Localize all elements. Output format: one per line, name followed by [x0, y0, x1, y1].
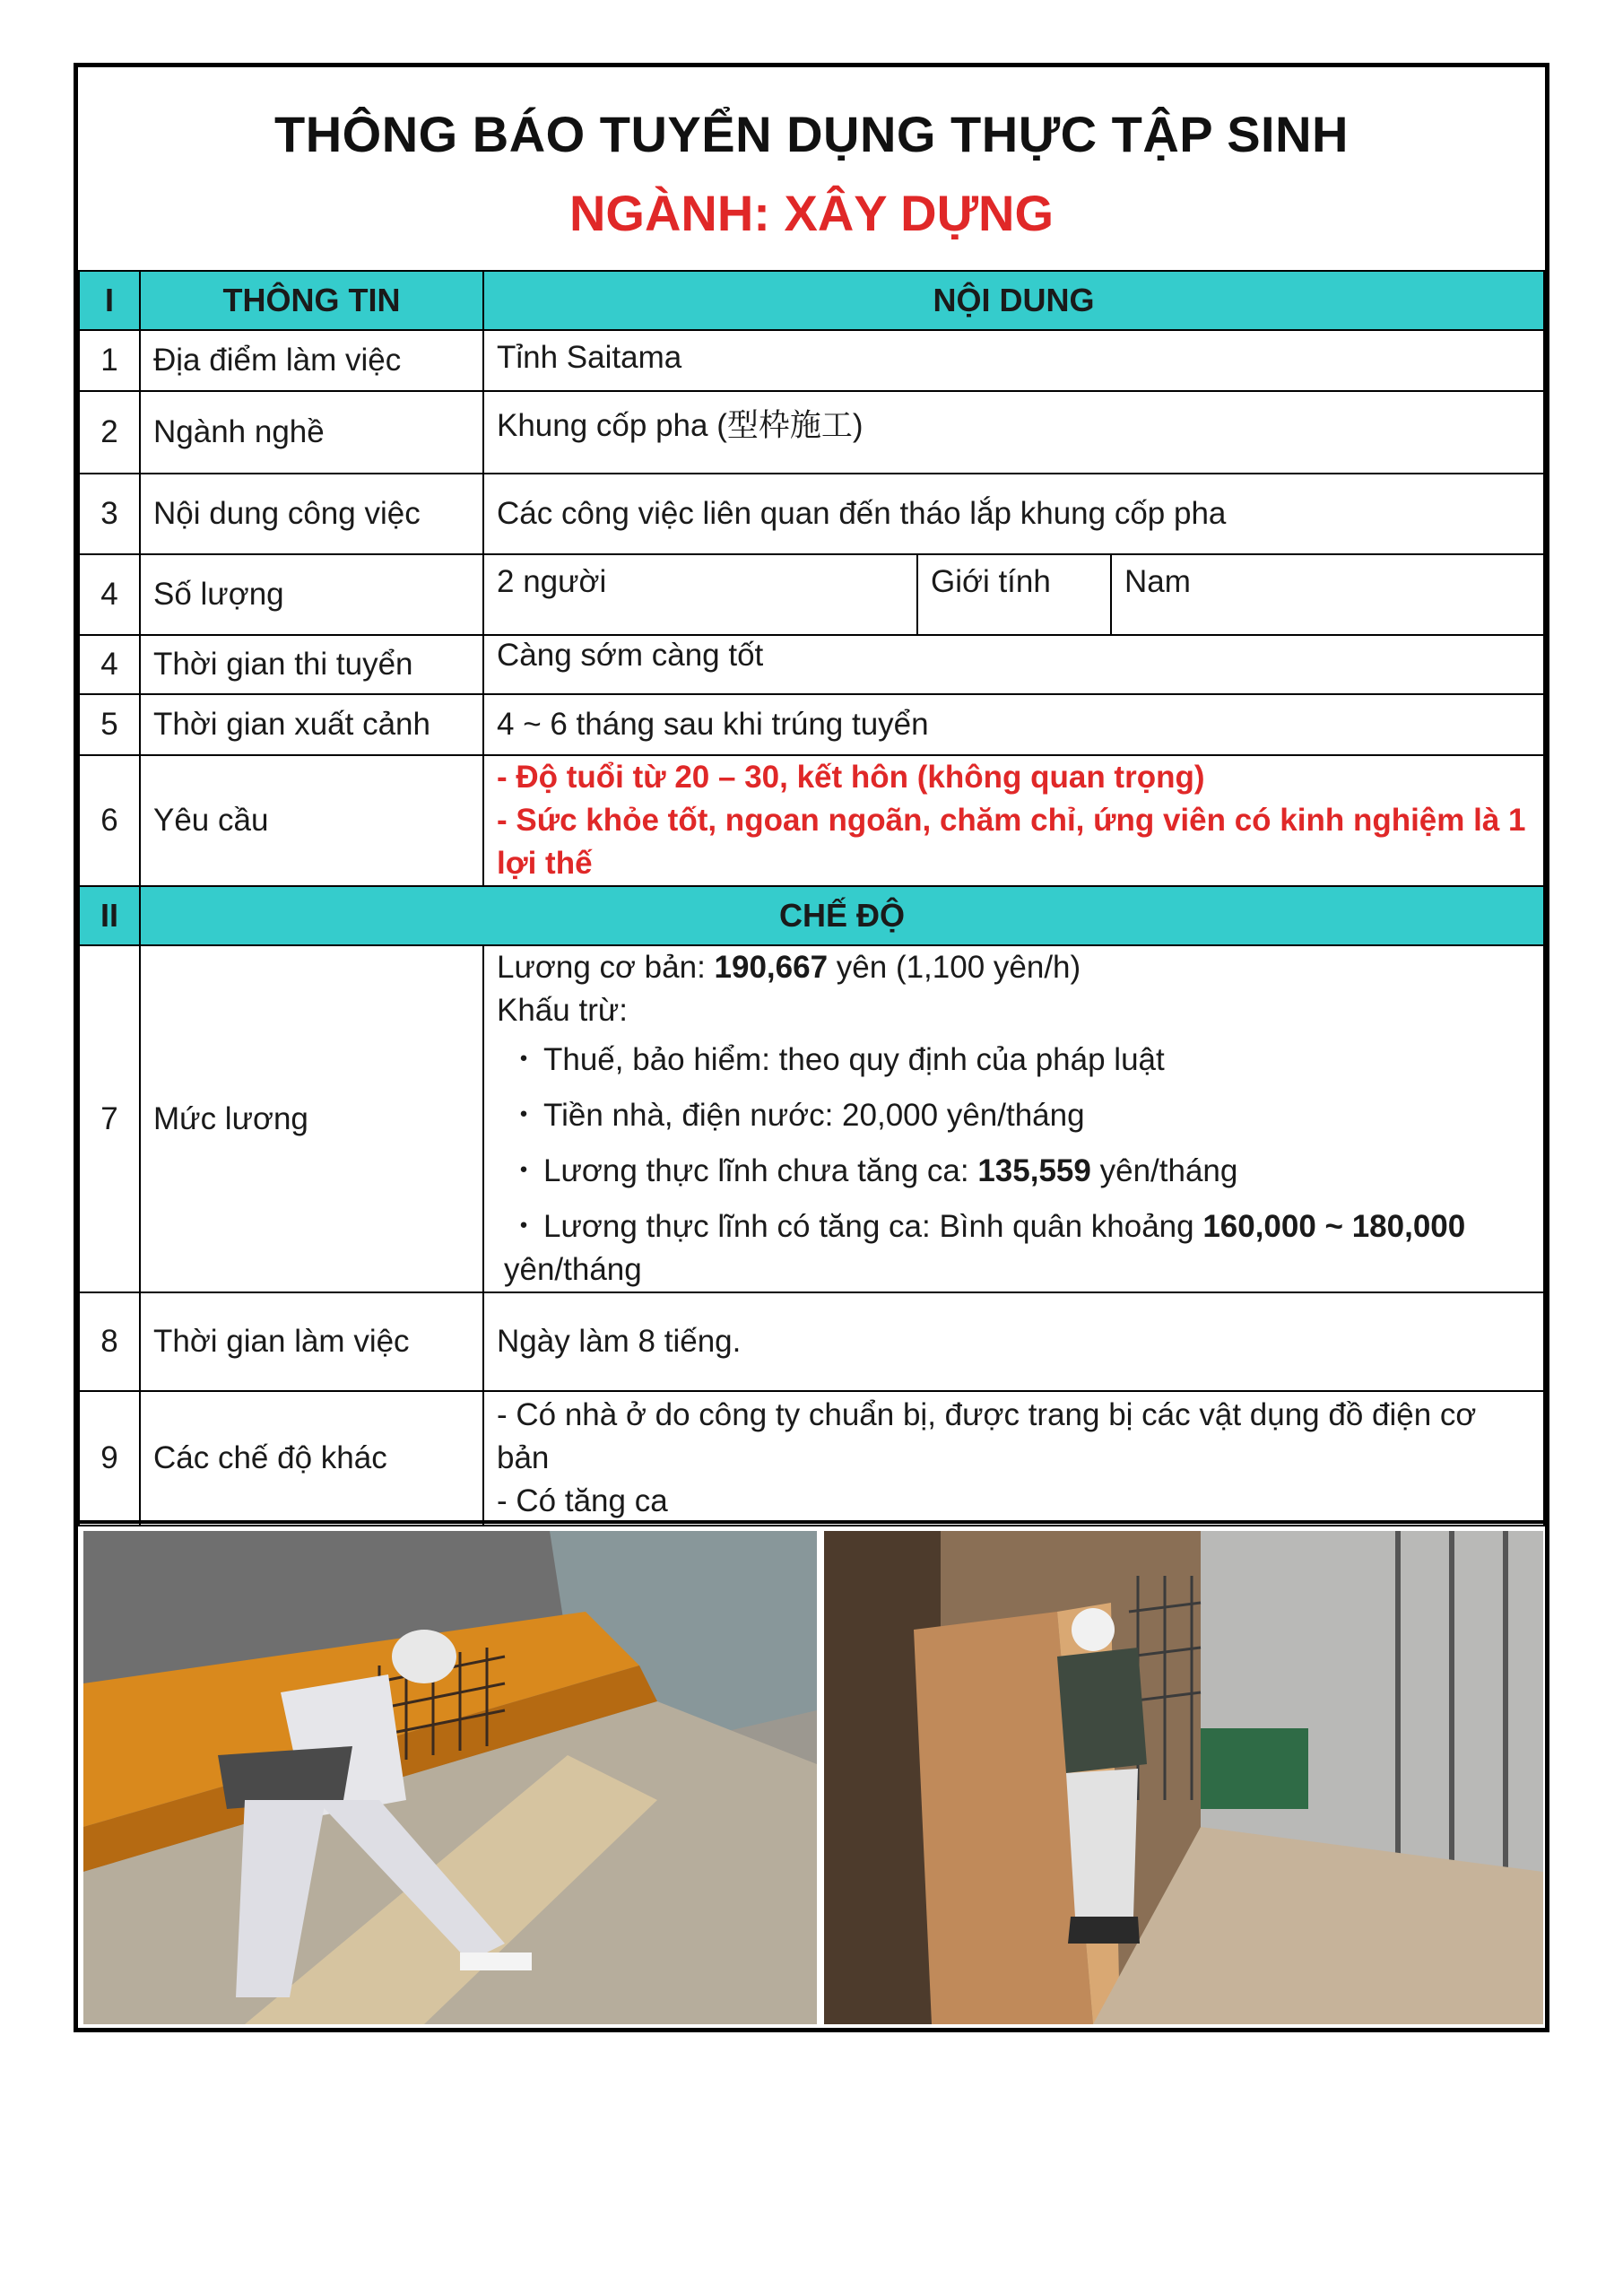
- benefit-line: - Có tăng ca: [497, 1483, 668, 1518]
- row-number: 2: [79, 391, 140, 474]
- row-number: 4: [79, 554, 140, 635]
- section-number: I: [79, 271, 140, 330]
- row-label: Địa điểm làm việc: [140, 330, 483, 391]
- row-label: Số lượng: [140, 554, 483, 635]
- table-row: [79, 755, 1544, 886]
- row-number: 3: [79, 474, 140, 554]
- deduction-item: ・ Lương thực lĩnh chưa tăng ca: 135,559 yên/tháng: [508, 1153, 1238, 1188]
- notice-subtitle: NGÀNH: XÂY DỰNG: [568, 185, 1055, 241]
- base-salary: Lương cơ bản: 190,667 yên (1,100 yên/h): [497, 950, 1081, 985]
- table-row: [79, 330, 1544, 391]
- job-notice-frame: [74, 63, 1549, 2032]
- row-number: 5: [79, 694, 140, 755]
- section-number: II: [79, 886, 140, 945]
- table-row: [79, 1391, 1544, 1526]
- notice-title: THÔNG BÁO TUYỂN DỤNG THỰC TẬP SINH: [273, 106, 1349, 162]
- row-label: Ngành nghề: [140, 391, 483, 474]
- column-header-content: NỘI DUNG: [483, 271, 1544, 330]
- deduction-item: ・ Thuế, bảo hiểm: theo quy định của pháp luật: [508, 1042, 1165, 1077]
- table-row: [79, 554, 1544, 635]
- row-value: 4 ~ 6 tháng sau khi trúng tuyển: [483, 694, 1544, 755]
- row-value: Tỉnh Saitama: [483, 330, 1544, 391]
- row-label: Các chế độ khác: [140, 1391, 483, 1526]
- requirement-line: - Sức khỏe tốt, ngoan ngoãn, chăm chỉ, ứng viên có kinh nghiệm là 1 lợi thế: [497, 803, 1526, 881]
- worker-rebar-photo: [83, 1531, 817, 2024]
- gender-value: Nam: [1111, 554, 1544, 635]
- table-row: [79, 1292, 1544, 1391]
- row-number: 1: [79, 330, 140, 391]
- benefit-line: - Có nhà ở do công ty chuẩn bị, được trang bị các vật dụng đồ điện cơ bản: [497, 1397, 1477, 1475]
- table-row: [79, 945, 1544, 1292]
- worker-formwork-photo: [824, 1531, 1543, 2024]
- row-label: Thời gian thi tuyển: [140, 635, 483, 694]
- table-row: [79, 694, 1544, 755]
- requirements-cell: [483, 755, 1544, 886]
- notice-header: [78, 67, 1545, 272]
- photo-strip: [78, 1520, 1545, 2031]
- section-header-info: [79, 271, 1544, 330]
- row-number: 9: [79, 1391, 140, 1526]
- row-label: Yêu cầu: [140, 755, 483, 886]
- row-number: 8: [79, 1292, 140, 1391]
- section-header-benefits: [79, 886, 1544, 945]
- requirement-line: - Độ tuổi từ 20 – 30, kết hôn (không quan trọng): [497, 760, 1205, 795]
- table-row: [79, 474, 1544, 554]
- row-number: 4: [79, 635, 140, 694]
- row-value: Các công việc liên quan đến tháo lắp khung cốp pha: [483, 474, 1544, 554]
- gender-label: Giới tính: [917, 554, 1111, 635]
- row-number: 7: [79, 945, 140, 1292]
- deduction-heading: Khấu trừ:: [497, 993, 628, 1028]
- salary-cell: [483, 945, 1544, 1292]
- deduction-item: ・ Lương thực lĩnh có tăng ca: Bình quân khoảng 160,000 ~ 180,000 yên/tháng: [504, 1209, 1466, 1287]
- worker-rebar-illustration: [83, 1531, 817, 2024]
- row-value: Khung cốp pha (型枠施工): [483, 391, 1544, 474]
- row-label: Mức lương: [140, 945, 483, 1292]
- row-value: Ngày làm 8 tiếng.: [483, 1292, 1544, 1391]
- other-benefits-cell: [483, 1391, 1544, 1526]
- deduction-item: ・ Tiền nhà, điện nước: 20,000 yên/tháng: [508, 1098, 1085, 1133]
- section-title: CHẾ ĐỘ: [140, 886, 1544, 945]
- row-value: Càng sớm càng tốt: [483, 635, 1544, 694]
- column-header-info: THÔNG TIN: [140, 271, 483, 330]
- row-value: 2 người: [483, 554, 917, 635]
- worker-formwork-illustration: [824, 1531, 1543, 2024]
- table-row: [79, 391, 1544, 474]
- row-label: Thời gian làm việc: [140, 1292, 483, 1391]
- row-label: Nội dung công việc: [140, 474, 483, 554]
- row-number: 6: [79, 755, 140, 886]
- row-label: Thời gian xuất cảnh: [140, 694, 483, 755]
- info-table: [78, 270, 1545, 1526]
- table-row: [79, 635, 1544, 694]
